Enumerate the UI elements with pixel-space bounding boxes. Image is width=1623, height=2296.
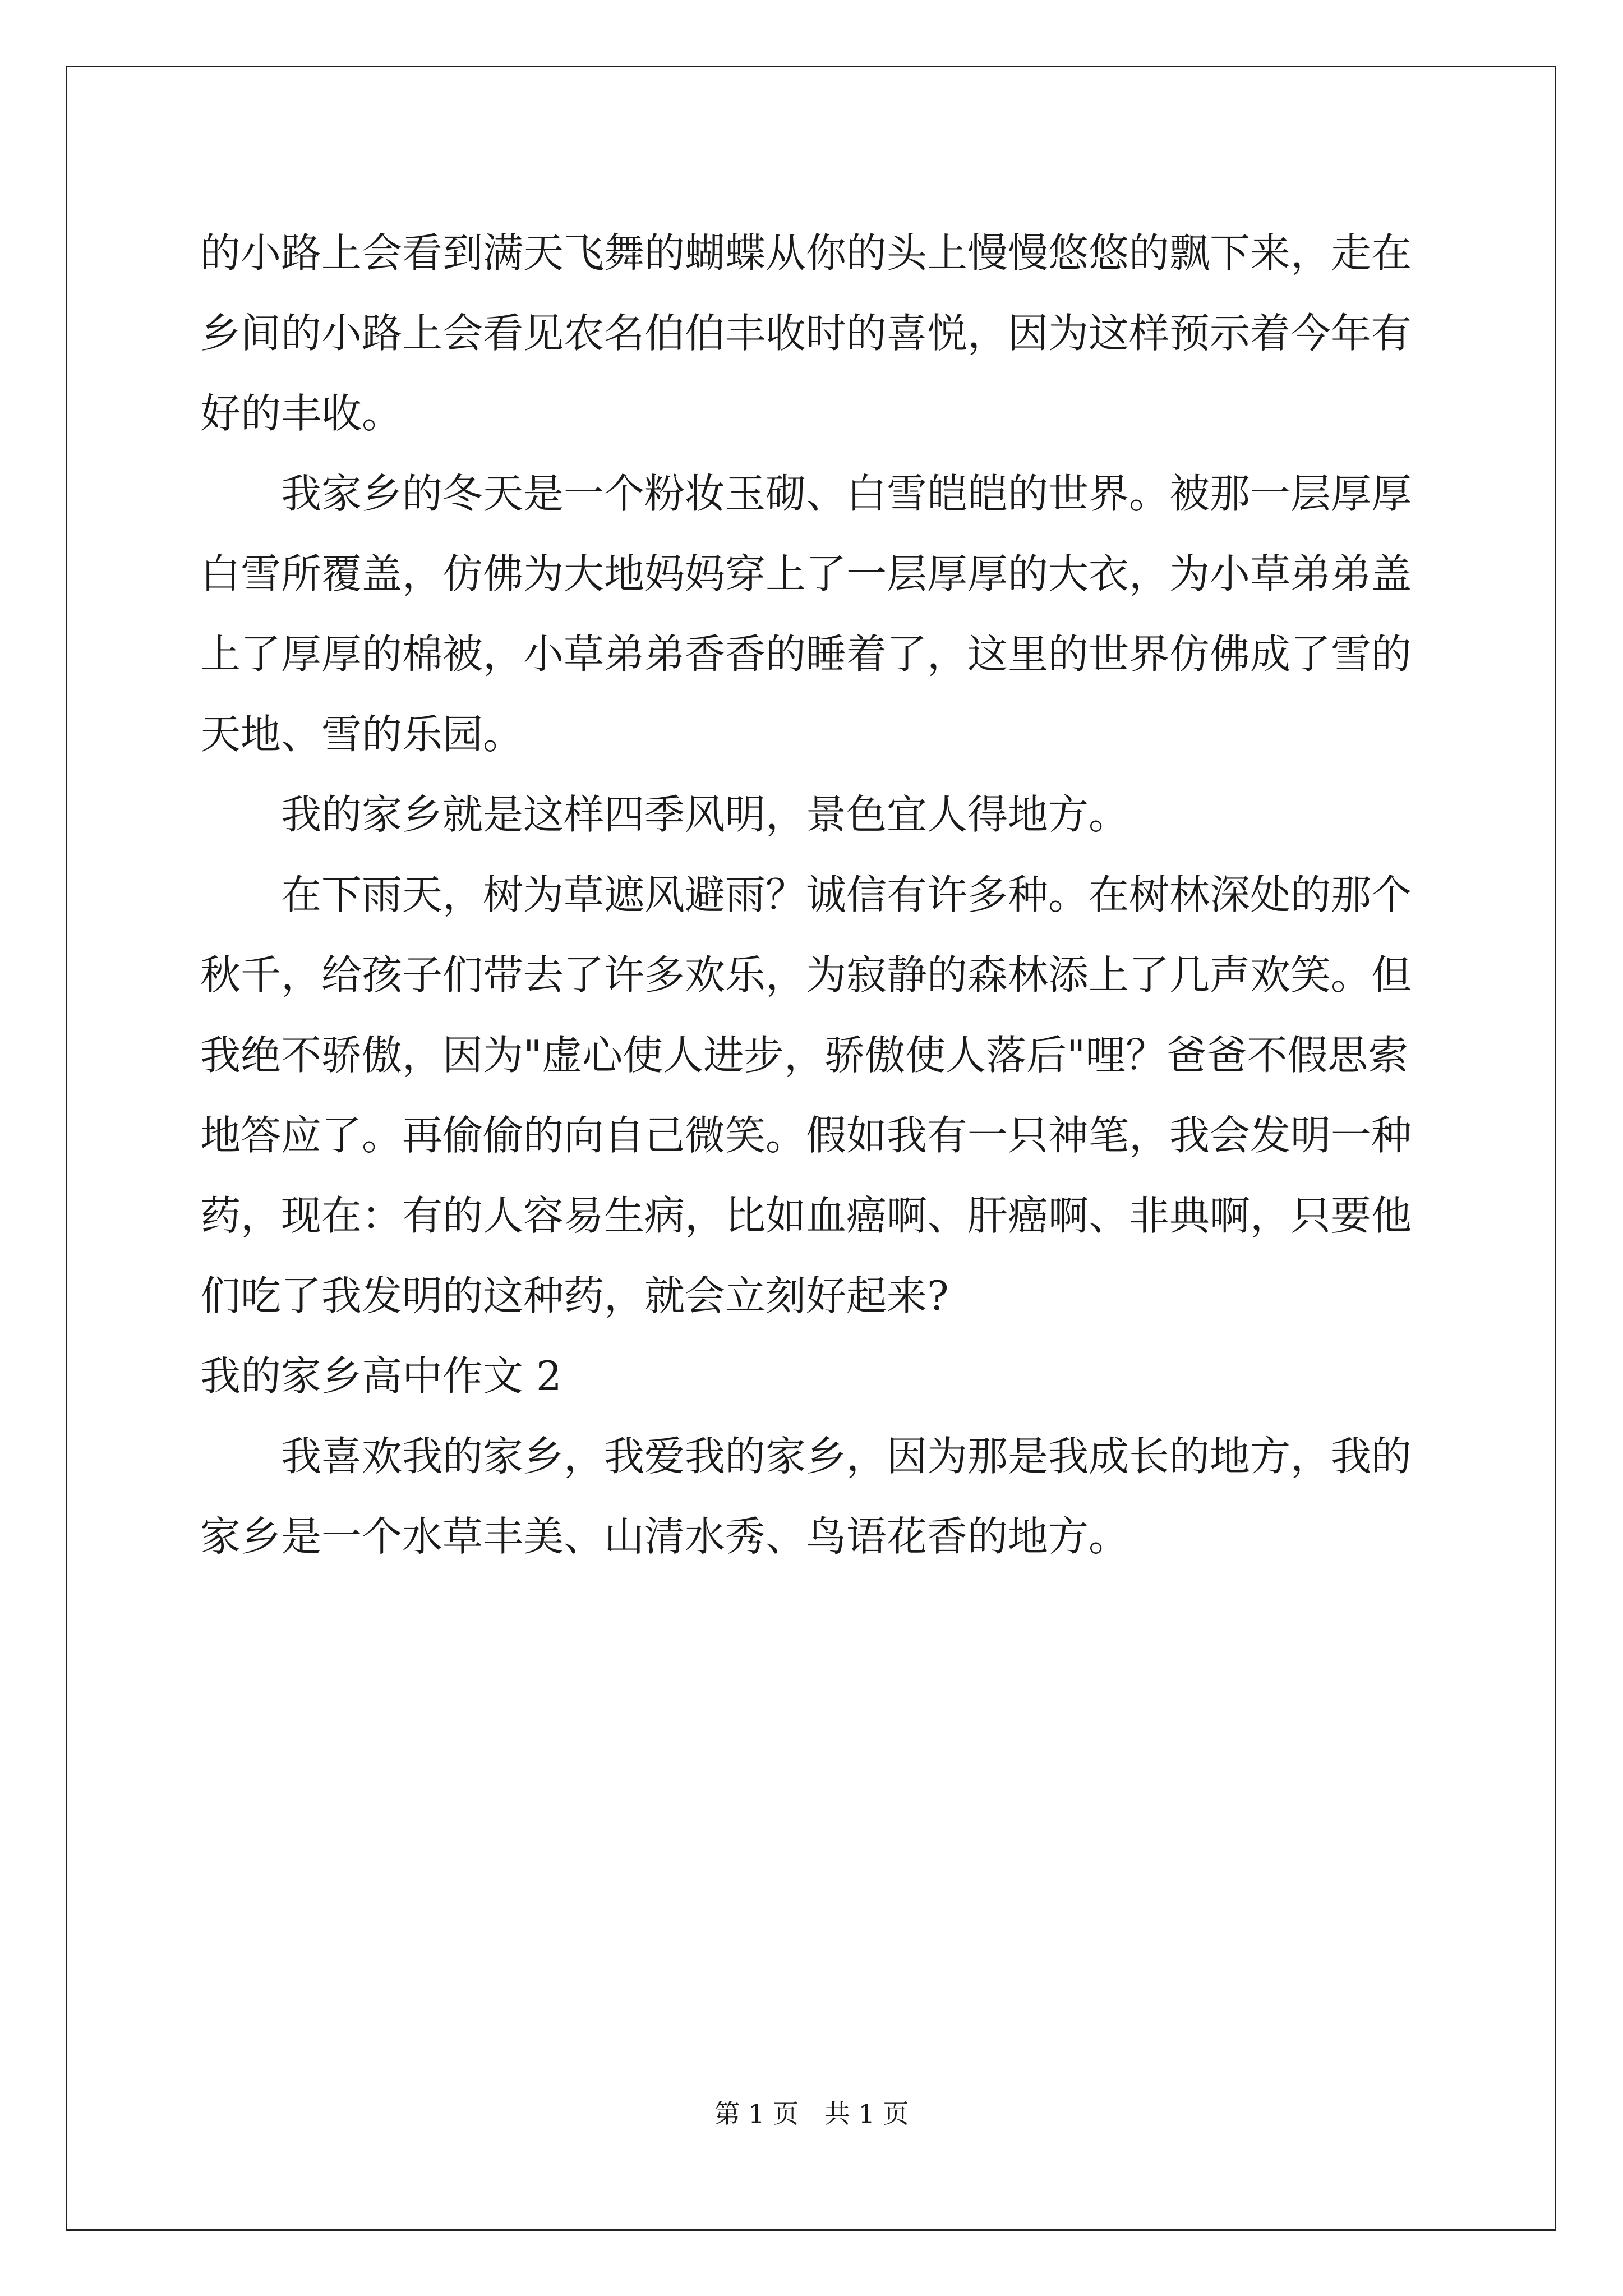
- text-line: 乡间的小路上会看见农名伯伯丰收时的喜悦，因为这样预示着今年有: [200, 310, 1412, 357]
- text-line: 我喜欢我的家乡，我爱我的家乡，因为那是我成长的地方，我的: [281, 1433, 1412, 1480]
- text-line: 我家乡的冬天是一个粉妆玉砌、白雪皑皑的世界。被那一层厚厚: [281, 470, 1412, 517]
- text-line: 家乡是一个水草丰美、山清水秀、鸟语花香的地方。: [200, 1513, 1129, 1560]
- text-line: 上了厚厚的棉被，小草弟弟香香的睡着了，这里的世界仿佛成了雪的: [200, 631, 1412, 678]
- text-line: 天地、雪的乐园。: [200, 711, 524, 758]
- text-line: 好的丰收。: [200, 390, 403, 437]
- text-line: 的小路上会看到满天飞舞的蝴蝶从你的头上慢慢悠悠的飘下来，走在: [200, 229, 1412, 277]
- text-line: 在下雨天，树为草遮风避雨？诚信有许多种。在树林深处的那个: [281, 871, 1412, 918]
- text-line: 我的家乡就是这样四季风明，景色宜人得地方。: [281, 791, 1129, 838]
- section-heading: 我的家乡高中作文 2: [200, 1352, 562, 1400]
- text-line: 秋千，给孩子们带去了许多欢乐，为寂静的森林添上了几声欢笑。但: [200, 951, 1412, 999]
- text-line: 地答应了。再偷偷的向自己微笑。假如我有一只神笔，我会发明一种: [200, 1112, 1412, 1159]
- text-line: 药，现在：有的人容易生病，比如血癌啊、肝癌啊、非典啊，只要他: [200, 1192, 1412, 1239]
- text-line: 白雪所覆盖，仿佛为大地妈妈穿上了一层厚厚的大衣，为小草弟弟盖: [200, 550, 1412, 597]
- document-body: [200, 213, 1428, 1577]
- page-footer: 第 1 页 共 1 页: [714, 2099, 909, 2129]
- text-line: 我绝不骄傲，因为"虚心使人进步，骄傲使人落后"哩？爸爸不假思索: [200, 1032, 1409, 1079]
- text-line: 们吃了我发明的这种药，就会立刻好起来?: [200, 1272, 949, 1319]
